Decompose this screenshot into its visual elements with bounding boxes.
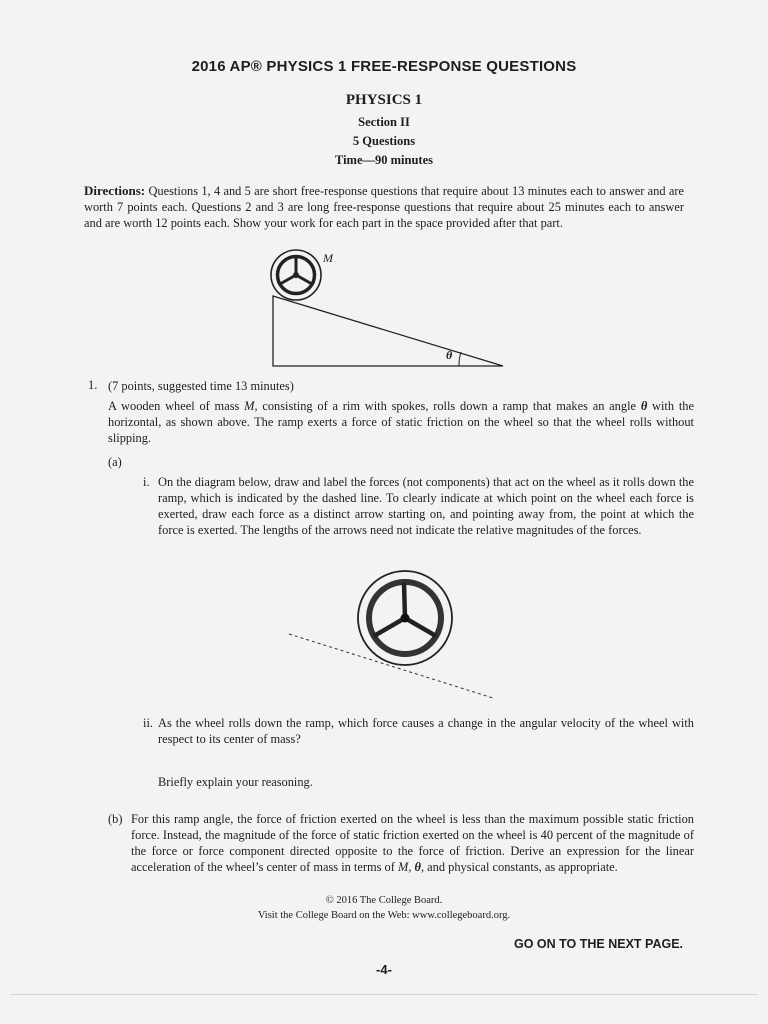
angle-label: θ (446, 348, 453, 362)
intro-text-c: with the horizontal, as shown above. The ramp exerts a force of static friction on the wheel so that the wheel rolls without slipping. (108, 399, 694, 445)
ramp-figure (265, 248, 515, 373)
intro-text-b: , consisting of a rim with spokes, rolls down a ramp that makes an angle (254, 399, 641, 413)
page-number: -4- (376, 962, 392, 977)
visit-link-text: Visit the College Board on the Web: www.collegeboard.org. (257, 910, 511, 921)
wheel-small-icon (271, 250, 321, 300)
part-b-text-b: , and physical constants, as appropriate. (420, 860, 618, 874)
angle-arc (459, 352, 461, 366)
page-title: 2016 AP® PHYSICS 1 FREE-RESPONSE QUESTIONS (191, 58, 577, 75)
directions-paragraph (84, 183, 684, 231)
wheel-large-icon (358, 571, 452, 665)
part-b-text-a: For this ramp angle, the force of friction exerted on the wheel is less than the maximum possible static friction force. Instead, the magnitude of the force of static friction exerted on the wheel is 40 percent of the magnitude of the force or force component directed opposite to the force of friction. Derive an expression for the linear acceleration of the wheel’s center of mass in terms of (131, 812, 694, 874)
part-b-mass-symbol: M (397, 860, 409, 874)
intro-mass-symbol: M (244, 399, 255, 413)
part-b-label: (b) (108, 812, 123, 826)
part-a-i-text: On the diagram below, draw and label the forces (not components) that act on the wheel as it rolls down the ramp, which is indicated by the dashed line. To clearly indicate at which point on the wheel each force is exerted, draw each force as a distinct arrow starting on, and pointing away from, the point at which the force is exerted. The lengths of the arrows need not indicate the relative magnitudes of the forces. (158, 475, 694, 537)
part-b-text (131, 811, 694, 875)
part-b-angle-symbol: θ (414, 860, 421, 874)
part-b-separator: , (408, 860, 415, 874)
part-a-label: (a) (108, 455, 122, 469)
question-1-intro (108, 398, 694, 446)
question-1-number: 1. (88, 378, 98, 392)
question-1-points: (7 points, suggested time 13 minutes) (108, 379, 294, 393)
directions-text: Questions 1, 4 and 5 are short free-response questions that require about 13 minutes each to answer and are worth 7 points each. Questions 2 and 3 are long free-response questions that require about 25 minutes each to answer and are worth 12 points each. Show your work for each part in the space provided after that part. (84, 184, 684, 230)
force-diagram (285, 570, 505, 705)
ramp-triangle (273, 296, 503, 366)
part-a-i-number: i. (143, 475, 150, 489)
mass-label: M (323, 251, 333, 265)
questions-count: 5 Questions (352, 134, 416, 148)
part-a-ii-explain: Briefly explain your reasoning. (158, 775, 313, 789)
copyright: © 2016 The College Board. (325, 895, 443, 906)
bottom-divider (10, 994, 758, 995)
part-a-ii-number: ii. (143, 716, 153, 730)
intro-angle-symbol: θ (640, 399, 648, 413)
ramp-dashed-line (289, 634, 493, 698)
section-heading: Section II (358, 115, 410, 129)
intro-text-a: A wooden wheel of mass (108, 399, 245, 413)
directions-label: Directions: (84, 183, 146, 198)
time-limit: Time—90 minutes (334, 153, 434, 167)
subject-heading: PHYSICS 1 (345, 92, 423, 108)
go-on-notice: GO ON TO THE NEXT PAGE. (514, 937, 684, 951)
part-a-ii-text: As the wheel rolls down the ramp, which force causes a change in the angular velocity of the wheel with respect to its center of mass? (158, 716, 694, 746)
